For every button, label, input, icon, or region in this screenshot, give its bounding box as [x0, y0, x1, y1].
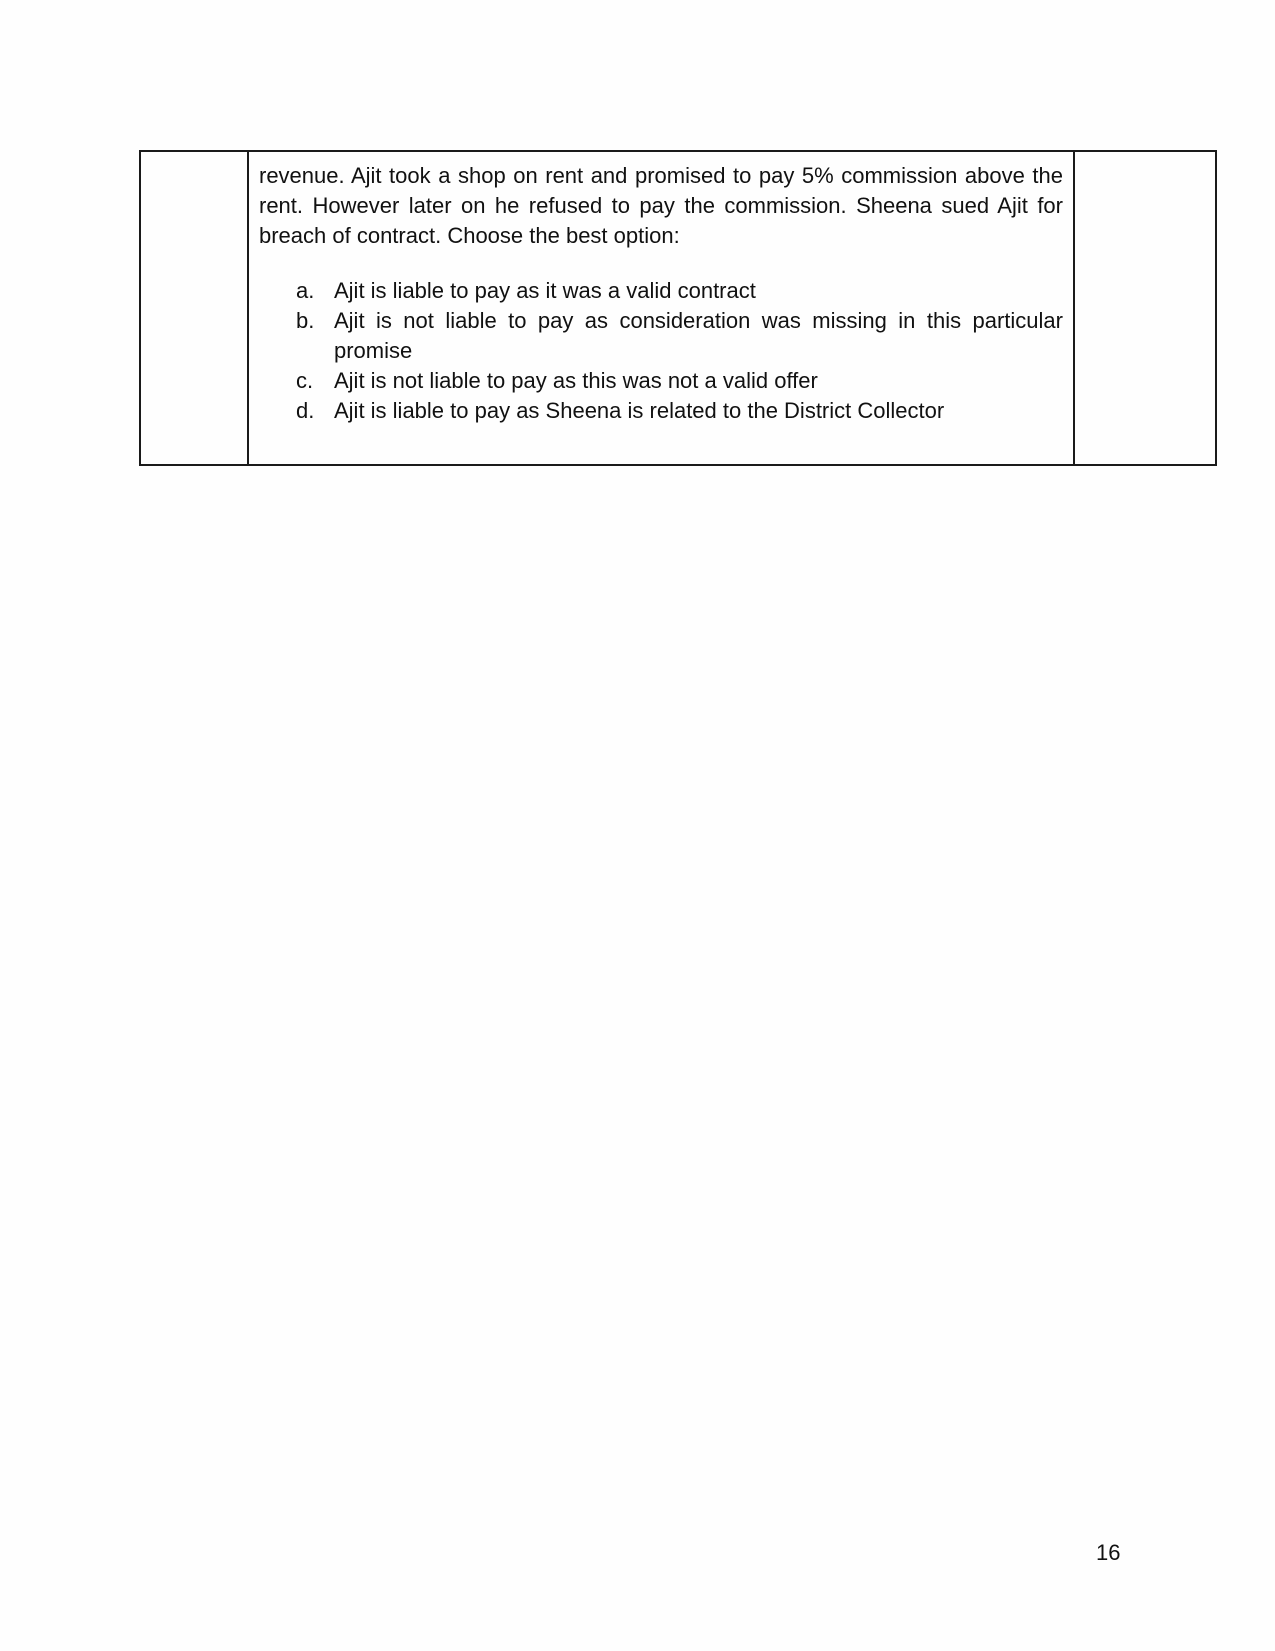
option-text: Ajit is liable to pay as it was a valid contract [334, 278, 756, 303]
option-letter: c. [296, 368, 314, 393]
option-d [259, 396, 1063, 426]
question-text: revenue. Ajit took a shop on rent and promised to pay 5% commission above the rent. However later on he refused to pay the commission. Sheena sued Ajit for breach of contract. Choose the best option: [259, 163, 1063, 248]
option-text: Ajit is liable to pay as Sheena is related to the District Collector [334, 398, 945, 423]
question-number-cell [140, 151, 248, 465]
question-table [139, 150, 1217, 466]
page-number: 16 [1096, 1540, 1121, 1565]
option-letter: b. [296, 308, 315, 333]
option-b [259, 306, 1063, 366]
question-cell [248, 151, 1074, 465]
option-letter: d. [296, 398, 315, 423]
option-a [259, 276, 1063, 306]
options-list [259, 276, 1063, 426]
option-text: Ajit is not liable to pay as consideration was missing in this particular promise [334, 308, 1063, 363]
option-letter: a. [296, 278, 315, 303]
marks-cell [1074, 151, 1216, 465]
table-row [140, 151, 1216, 465]
option-text: Ajit is not liable to pay as this was not a valid offer [334, 368, 818, 393]
option-c [259, 366, 1063, 396]
